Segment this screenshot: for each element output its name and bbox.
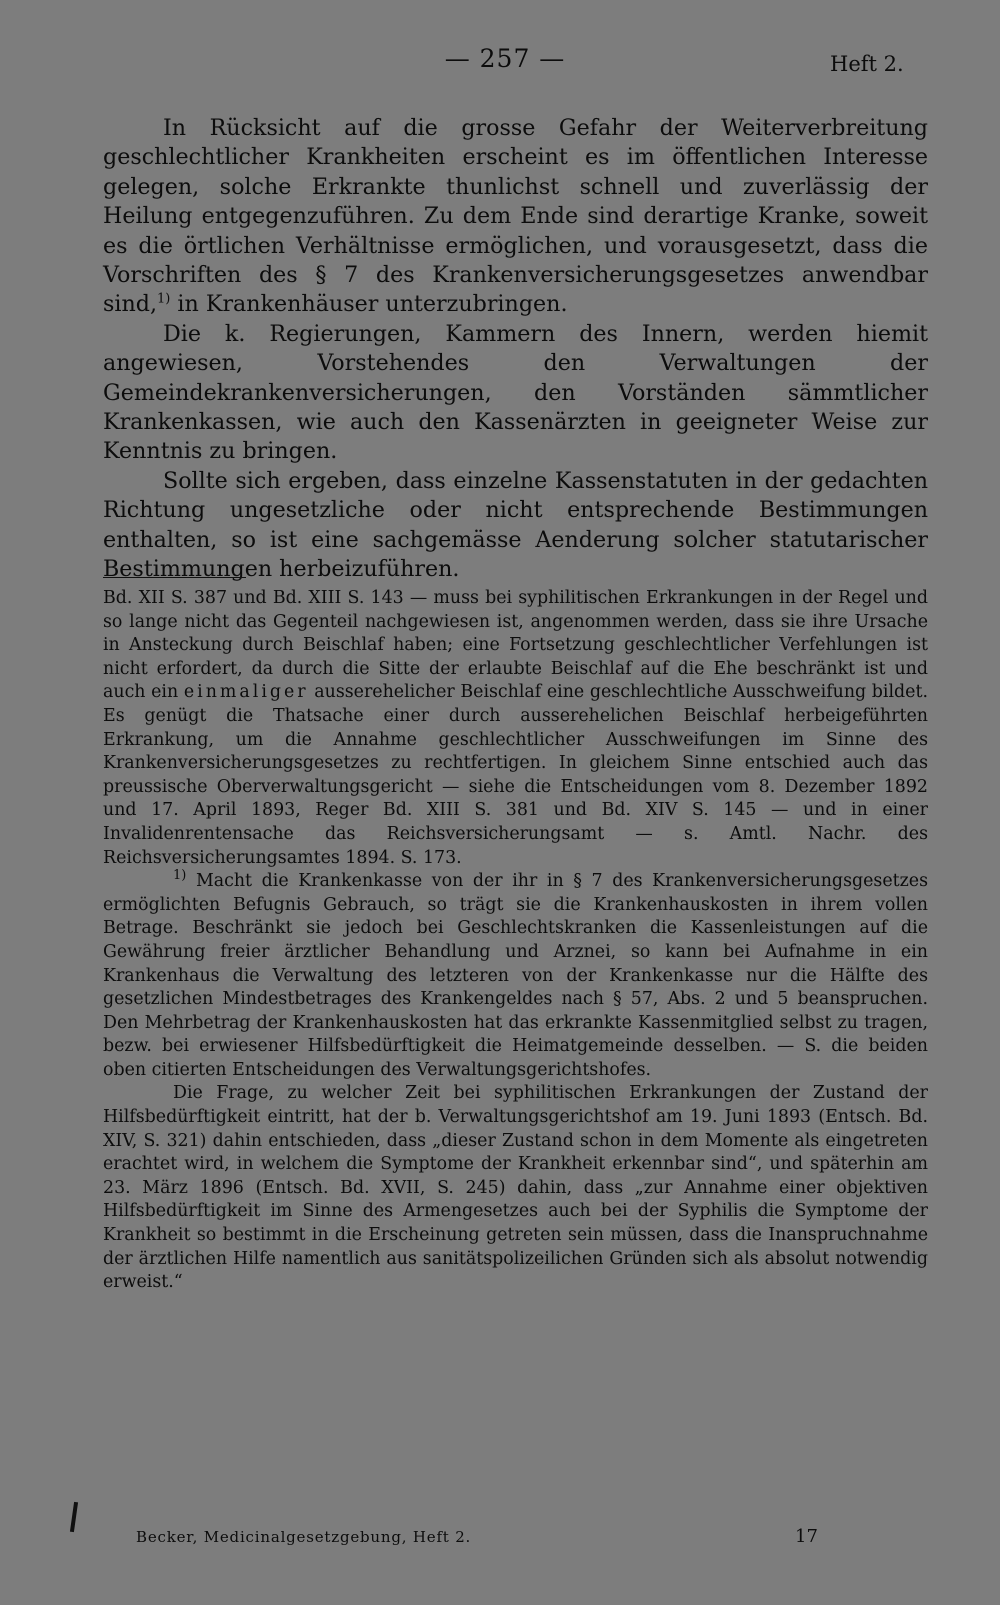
footnote-divider: [103, 577, 246, 578]
page-footer: [0, 1528, 1000, 1558]
footnote-continuation: [103, 587, 928, 870]
paragraph: Sollte sich ergeben, dass einzelne Kassenstatuten in der gedachten Richtung ungesetzliche oder nicht entsprechende Bestimmungen enthalten, so ist eine sachgemässe Aenderung solcher statutarischer Bestimmungen herbeizuführen.: [103, 467, 928, 583]
footer-citation: Becker, Medicinalgesetzgebung, Heft 2.: [136, 1528, 472, 1546]
page-header: [0, 44, 1000, 84]
paragraph-text: in Krankenhäuser unterzubringen.: [170, 291, 568, 318]
footnote-paragraph: Die Frage, zu welcher Zeit bei syphilitischen Erkrankungen der Zustand der Hilfsbedürftigkeit eintritt, hat der b. Verwaltungsgerichtshof am 19. Juni 1893 (Entsch. Bd. XIV, S. 321) dahin entschieden, dass „dieser Zustand schon in dem Momente als eingetreten erachtet wird, in welchem die Symptome der Krankheit erkennbar sind“, und späterhin am 23. März 1896 (Entsch. Bd. XVII, S. 245) dahin, dass „zur Annahme einer objektiven Hilfsbedürftigkeit im Sinne des Armengesetzes auch bei der Syphilis die Symptome der Krankheit so bestimmt in die Erscheinung getreten sein müssen, dass die Inanspruchnahme der ärztlichen Hilfe namentlich aus sanitätspolizeilichen Gründen sich als absolut notwendig erweist.“: [103, 1083, 928, 1293]
footnote-text: Macht die Krankenkasse von der ihr in § 7 des Krankenversicherungsgesetzes ermöglichten Befugnis Gebrauch, so trägt sie die Krankenhauskosten in ihrem vollen Betrage. Beschränkt sie jedoch bei Geschlechtskranken die Kassenleistungen auf die Gewährung freier ärztlicher Behandlung und Arznei, so kann bei Aufnahme in ein Krankenhaus die Verwaltung des letzteren von der Krankenkasse nur die Hälfte des gesetzlichen Mindestbetrages des Krankengeldes nach § 57, Abs. 2 und 5 beanspruchen. Den Mehrbetrag der Krankenhauskosten hat das erkrankte Kassenmitglied selbst zu tragen, bezw. bei erwiesener Hilfsbedürftigkeit die Heimatgemeinde desselben. — S. die beiden oben citierten Entscheidungen des Verwaltungsgerichtshofes.: [103, 871, 928, 1080]
paragraph-text: In Rücksicht auf die grosse Gefahr der Weiterverbreitung geschlechtlicher Krankheiten erscheint es im öffentlichen Interesse gelegen, solche Erkrankte thunlichst schnell und zuverlässig der Heilung entgegenzuführen. Zu dem Ende sind derartige Kranke, soweit es die örtlichen Verhältnisse ermöglichen, und vorausgesetzt, dass die Vorschriften des § 7 des Krankenversicherungsgesetzes anwendbar sind,: [103, 115, 928, 318]
main-text: [103, 114, 928, 585]
signature-mark: 17: [795, 1526, 818, 1547]
footnote-reference: 1): [157, 292, 171, 308]
paragraph: [103, 114, 928, 320]
footnote-text: Bd. XII S. 387 und Bd. XIII S. 143 — muss bei syphilitischen Erkrankungen in der Regel und so lange nicht das Gegenteil nachgewiesen ist, angenommen werden, dass sie ihre Ursache in Ansteckung durch Beischlaf haben; eine Fortsetzung geschlechtlicher Verfehlungen ist nicht erfordert, da durch die Sitte der erlaubte Beischlaf auf die Ehe beschränkt ist und auch ein: [103, 588, 928, 703]
footnote-marker: 1): [173, 868, 187, 884]
issue-label: Heft 2.: [830, 52, 904, 76]
footnote-text: ausserehelicher Beischlaf eine geschlechtliche Ausschweifung bildet. Es genügt die Thatsache einer durch ausserehelichen Beischlaf herbeigeführten Erkrankung, um die Annahme geschlechtlicher Ausschweifungen im Sinne des Krankenversicherungsgesetzes zu rechtfertigen. In gleichem Sinne entschied auch das preussische Oberverwaltungsgericht — siehe die Entscheidungen vom 8. Dezember 1892 und 17. April 1893, Reger Bd. XIII S. 381 und Bd. XIV S. 145 — und in einer Invalidenrentensache das Reichsversicherungsamt — s. Amtl. Nachr. des Reichsversicherungsamtes 1894. S. 173.: [103, 682, 928, 868]
paragraph: Die k. Regierungen, Kammern des Innern, werden hiemit angewiesen, Vorstehendes den Verwaltungen der Gemeindekrankenversicherungen, den Vorständen sämmtlicher Krankenkassen, wie auch den Kassenärzten in geeigneter Weise zur Kenntnis zu bringen.: [103, 320, 928, 465]
footnotes: [103, 587, 928, 1295]
footnote-1: [103, 870, 928, 1082]
emphasized-word: einmaliger: [183, 682, 309, 703]
page-number: — 257 —: [444, 44, 566, 73]
